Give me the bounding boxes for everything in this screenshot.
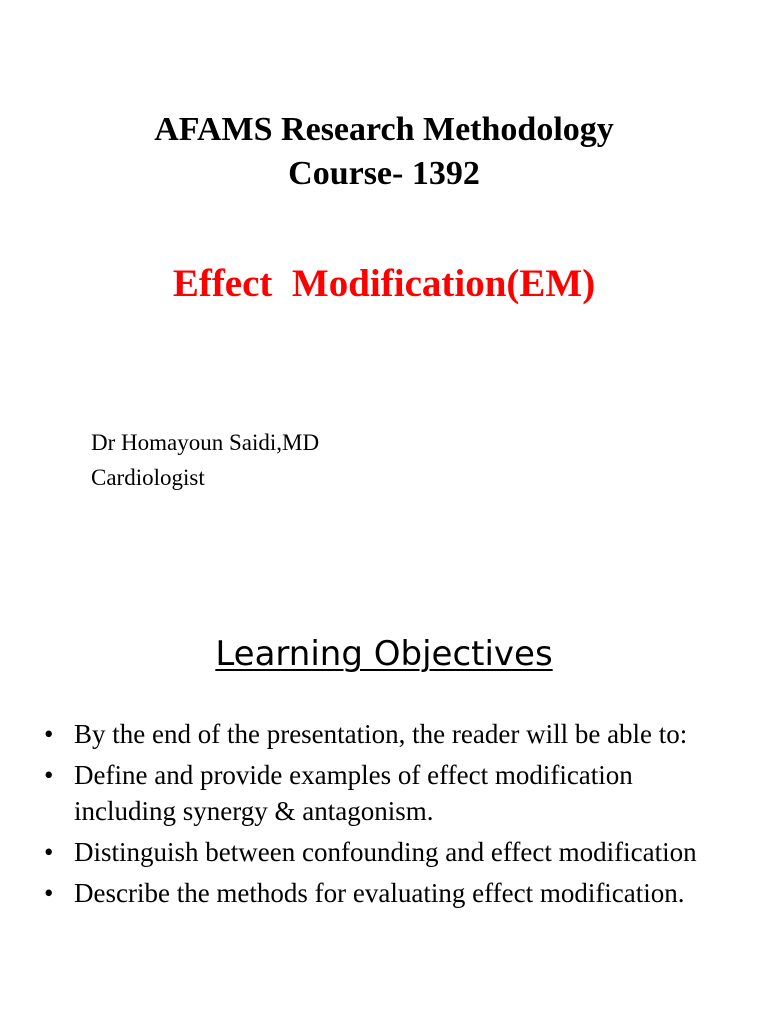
list-item-text: By the end of the presentation, the reader will be able to: bbox=[74, 719, 688, 749]
bullet-icon: • bbox=[44, 837, 54, 867]
list-item bbox=[44, 716, 734, 752]
objectives-list bbox=[44, 716, 734, 916]
list-item-text: Define and provide examples of effect modification including synergy & antagonism. bbox=[74, 760, 633, 826]
learning-objectives-heading bbox=[0, 626, 768, 682]
list-item bbox=[44, 875, 734, 911]
learning-objectives-heading-text: Learning Objectives bbox=[215, 634, 553, 674]
author-role: Cardiologist bbox=[91, 465, 205, 490]
list-item bbox=[44, 757, 734, 829]
bullet-icon: • bbox=[44, 878, 54, 908]
course-title-line-2: Course- 1392 bbox=[288, 155, 480, 192]
bullet-icon: • bbox=[44, 760, 54, 790]
bullet-icon: • bbox=[44, 719, 54, 749]
list-item-text: Describe the methods for evaluating effect modification. bbox=[74, 878, 685, 908]
author-name: Dr Homayoun Saidi,MD bbox=[91, 430, 320, 455]
course-title-line-1: AFAMS Research Methodology bbox=[154, 111, 614, 148]
topic-title: Effect Modification(EM) bbox=[172, 262, 596, 305]
learning-objectives-slide bbox=[0, 576, 768, 1024]
list-item bbox=[44, 834, 734, 870]
list-item-text: Distinguish between confounding and effect modification bbox=[74, 837, 697, 867]
